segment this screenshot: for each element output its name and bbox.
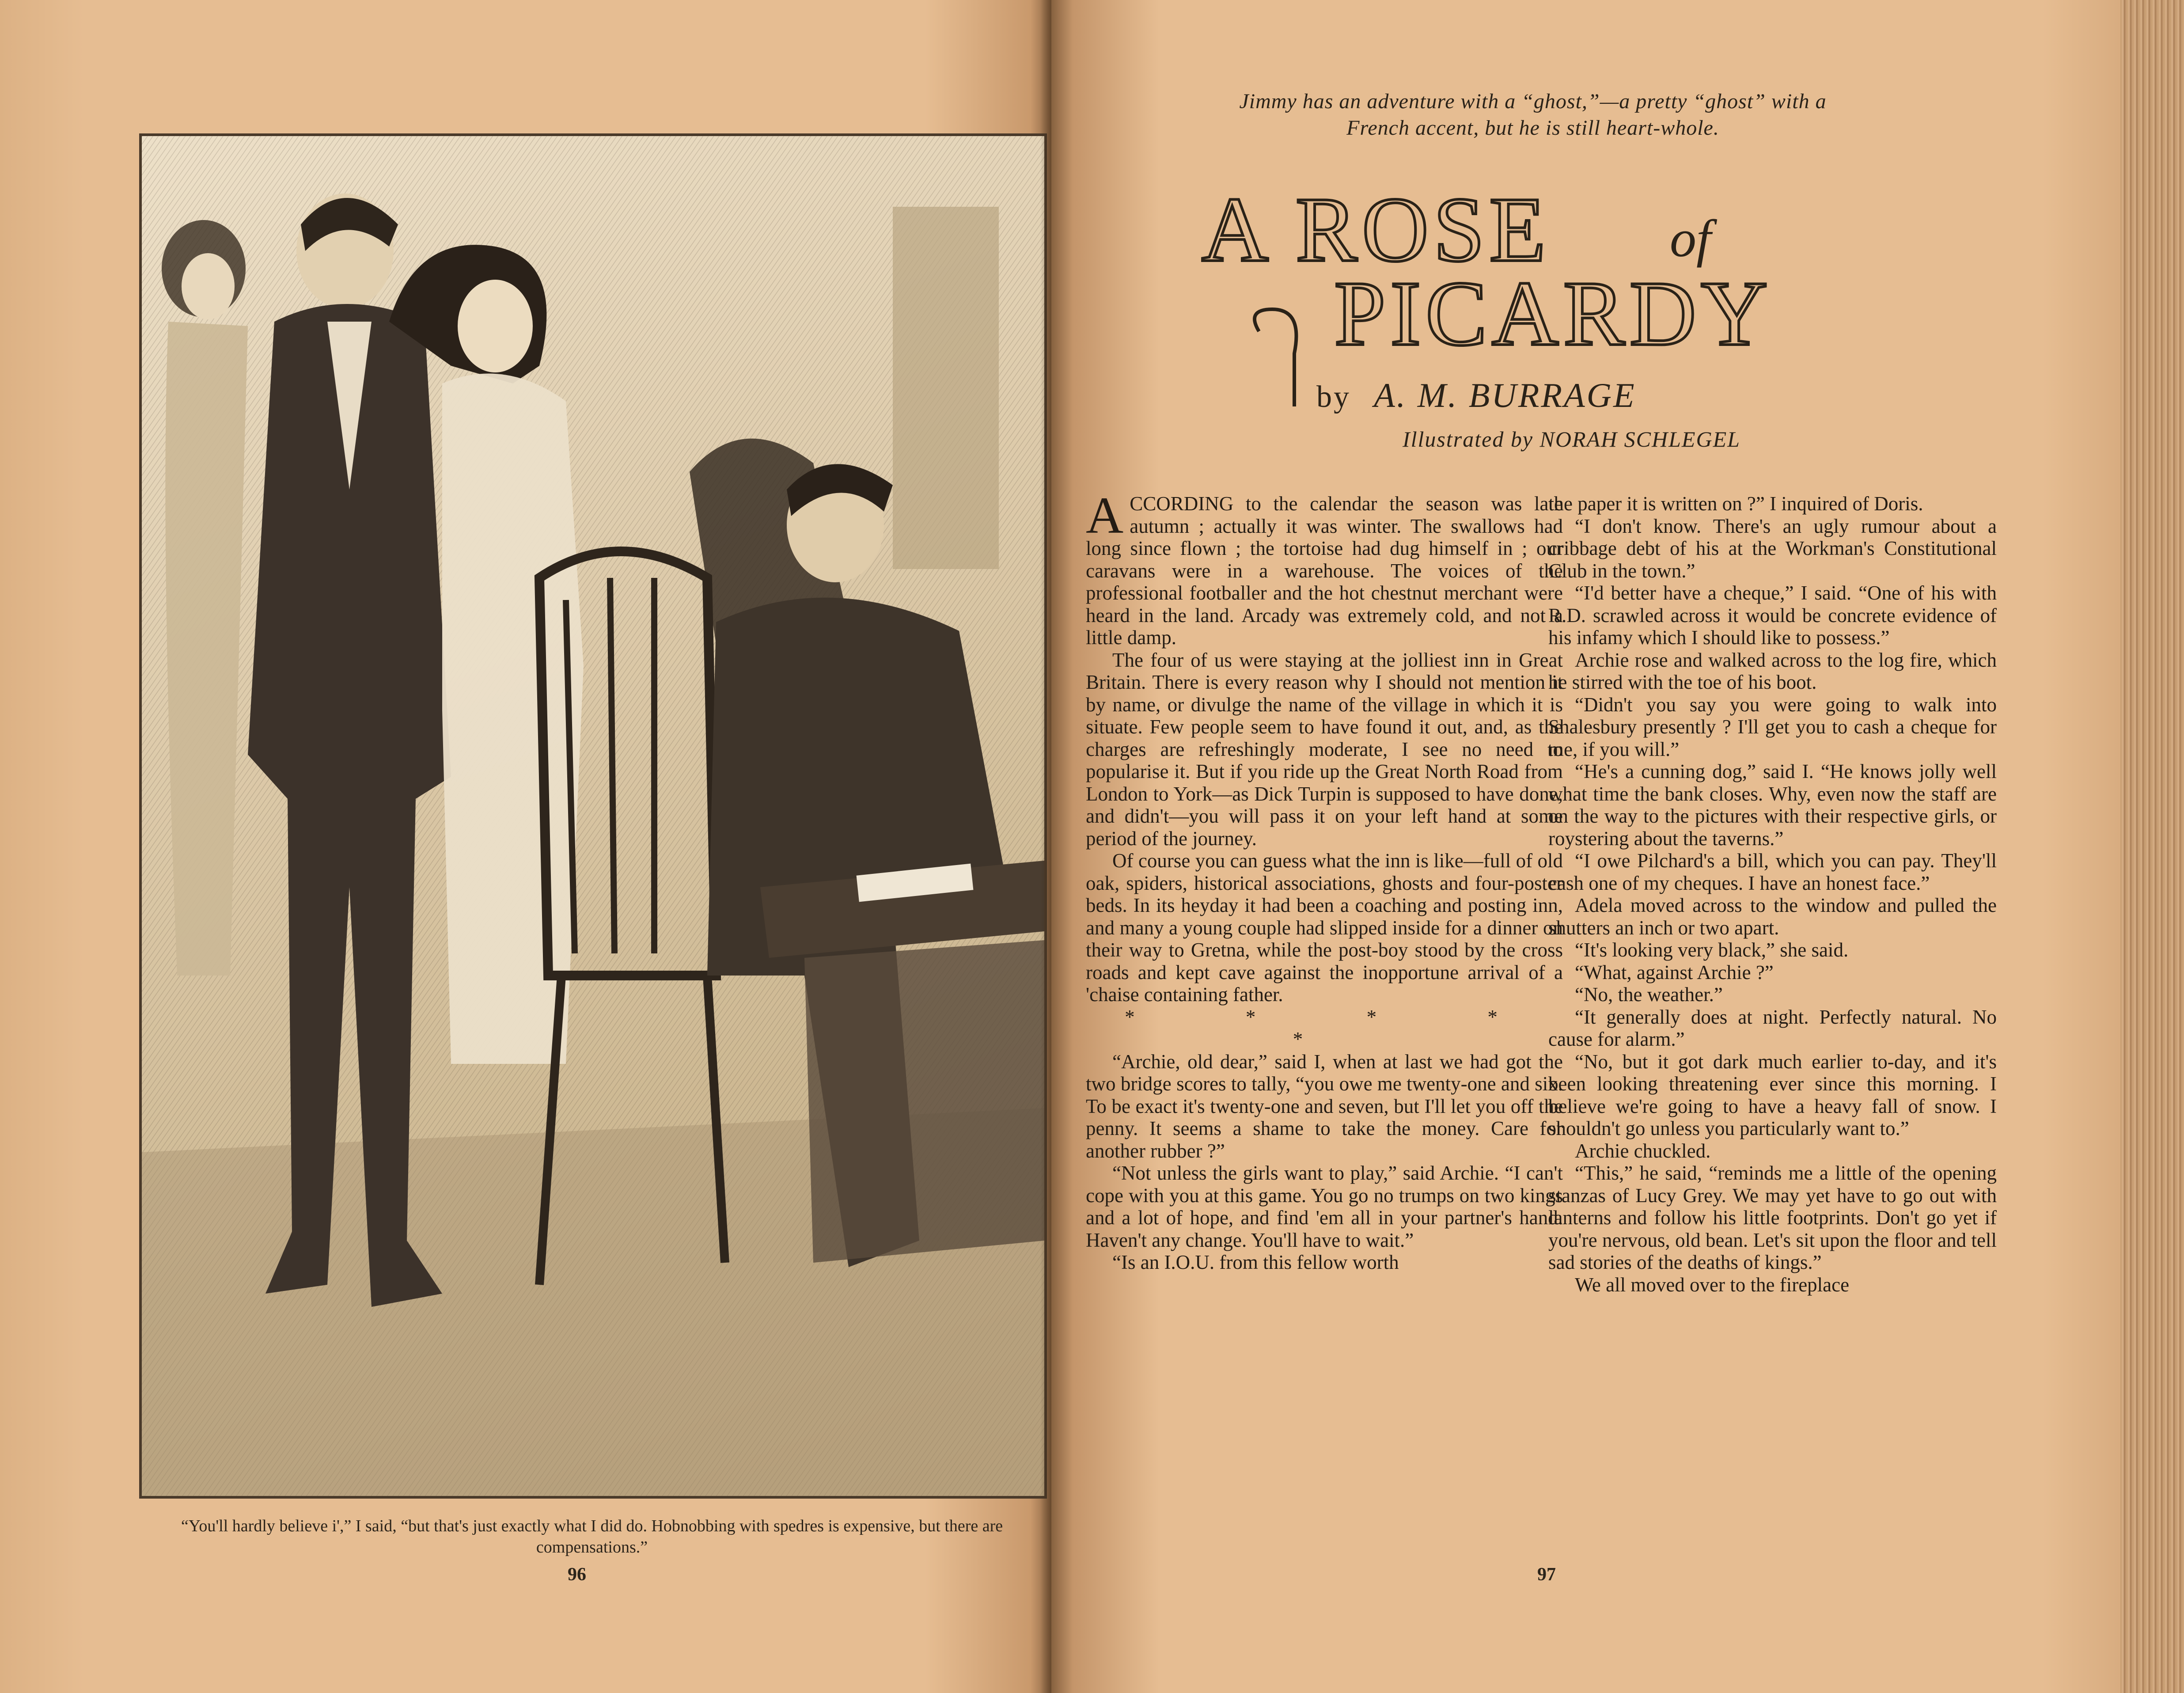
paragraph: ACCORDING to the calendar the season was late autumn ; actually it was winter. The swallows had long since flown ; the tortoise had dug himself in ; our caravans were in a warehouse. The voices of the professional footballer and the hot chestnut merchant were heard in the land. Arcady was extremely cold, and not a little damp. bbox=[1086, 486, 1563, 649]
paragraph: “It's looking very black,” she said. bbox=[1575, 939, 1849, 961]
author-name: A. M. BURRAGE bbox=[1374, 376, 1636, 414]
drop-cap: A bbox=[1086, 486, 1124, 544]
illustration-drawing bbox=[142, 136, 1044, 1496]
paragraph: Archie rose and walked across to the log fire, which he stirred with the toe of his boot. bbox=[1548, 649, 1997, 693]
paragraph: Archie chuckled. bbox=[1575, 1139, 1711, 1162]
paragraph: Of course you can guess what the inn is like—full of old oak, spiders, historical associations, ghosts and four-poster beds. In its heyday it had been a coaching and posting inn, and many a young couple had slipped inside for a dinner on their way to Gretna, while the post-boy stood by the cross roads and kept cave against the inopportune arrival of a 'chaise containing father. bbox=[1086, 850, 1563, 1006]
title-line1: A ROSE bbox=[1202, 178, 1551, 281]
left-page bbox=[0, 0, 1051, 1693]
paragraph: “He's a cunning dog,” said I. “He knows jolly well what time the bank closes. Why, even now the staff are on the way to the pictures with their respective girls, or roystering about the taverns.” bbox=[1548, 760, 1997, 850]
paragraph: “Didn't you say you were going to walk into Shalesbury presently ? I'll get you to cash a cheque for me, if you will.” bbox=[1548, 693, 1997, 760]
paragraph: “It generally does at night. Perfectly natural. No cause for alarm.” bbox=[1548, 1006, 1997, 1050]
title-of: of bbox=[1670, 209, 1711, 268]
story-intro: Jimmy has an adventure with a “ghost,”—a pretty “ghost” with a French accent, but he is still heart-whole. bbox=[1239, 90, 1827, 140]
paragraph: “I don't know. There's an ugly rumour about a cribbage debt of his at the Workman's Constitutional Club in the town.” bbox=[1548, 515, 1997, 582]
illustration-caption: “You'll hardly believe i',” I said, “but that's just exactly what I did do. Hobnobbing with spedres is expensive, but there are compensations.” bbox=[181, 1517, 1003, 1556]
paragraph: “I'd better have a cheque,” I said. “One of his with R.D. scrawled across it would be concrete evidence of his infamy which I should like to possess.” bbox=[1548, 582, 1997, 649]
page-number-left: 96 bbox=[568, 1564, 586, 1585]
page-number-right: 97 bbox=[1537, 1564, 1556, 1585]
paragraph: “This,” he said, “reminds me a little of the opening stanzas of Lucy Grey. We may yet have to go out with lanterns and follow his little footprints. Don't go yet if you're nervous, old bean. Let's sit upon the floor and tell sad stories of the deaths of kings.” bbox=[1548, 1162, 1997, 1273]
illustration bbox=[139, 133, 1047, 1499]
paragraph: “Not unless the girls want to play,” said Archie. “I can't cope with you at this game. You go no trumps on two kings and a lot of hope, and find 'em all in your partner's hand. Haven't any change. You'll have to wait.” bbox=[1086, 1162, 1563, 1251]
text-column-2 bbox=[1548, 493, 1997, 1296]
illustrator-credit: Illustrated by NORAH SCHLEGEL bbox=[1403, 427, 1740, 452]
paragraph: “No, the weather.” bbox=[1575, 983, 1723, 1006]
page-edges bbox=[2120, 0, 2184, 1693]
paragraph: “What, against Archie ?” bbox=[1575, 961, 1774, 983]
paragraph: We all moved over to the fireplace bbox=[1575, 1273, 1850, 1296]
paragraph: Adela moved across to the window and pulled the shutters an inch or two apart. bbox=[1548, 894, 1997, 939]
text-column-1 bbox=[1086, 486, 1563, 1274]
section-break: * * * * * bbox=[1125, 1006, 1551, 1050]
byline bbox=[1316, 376, 1636, 415]
byline-by: by bbox=[1316, 380, 1351, 414]
paragraph: “Is an I.O.U. from this fellow worth bbox=[1112, 1251, 1399, 1273]
paragraph: “I owe Pilchard's a bill, which you can pay. They'll cash one of my cheques. I have an honest face.” bbox=[1548, 850, 1997, 894]
paragraph: The four of us were staying at the jolliest inn in Great Britain. There is every reason why I should not mention it by name, or divulge the name of the village in which it is situate. Few people seem to have found it out, and, as the charges are refreshingly moderate, I see no need to popularise it. But if you ride up the Great North Road from London to York—as Dick Turpin is supposed to have done, and didn't—you will pass it on your left hand at some period of the journey. bbox=[1086, 649, 1563, 850]
title-line2: PICARDY bbox=[1334, 262, 1772, 365]
paragraph: the paper it is written on ?” I inquired of Doris. bbox=[1548, 493, 1923, 515]
paragraph: “No, but it got dark much earlier to-day, and it's been looking threatening ever since this morning. I believe we're going to have a heavy fall of snow. I shouldn't go unless you particularly want to.” bbox=[1548, 1050, 1997, 1139]
paragraph: “Archie, old dear,” said I, when at last we had got the two bridge scores to tally, “you owe me twenty-one and six. To be exact it's twenty-one and seven, but I'll let you off the penny. It seems a shame to take the money. Care for another rubber ?” bbox=[1086, 1050, 1563, 1162]
